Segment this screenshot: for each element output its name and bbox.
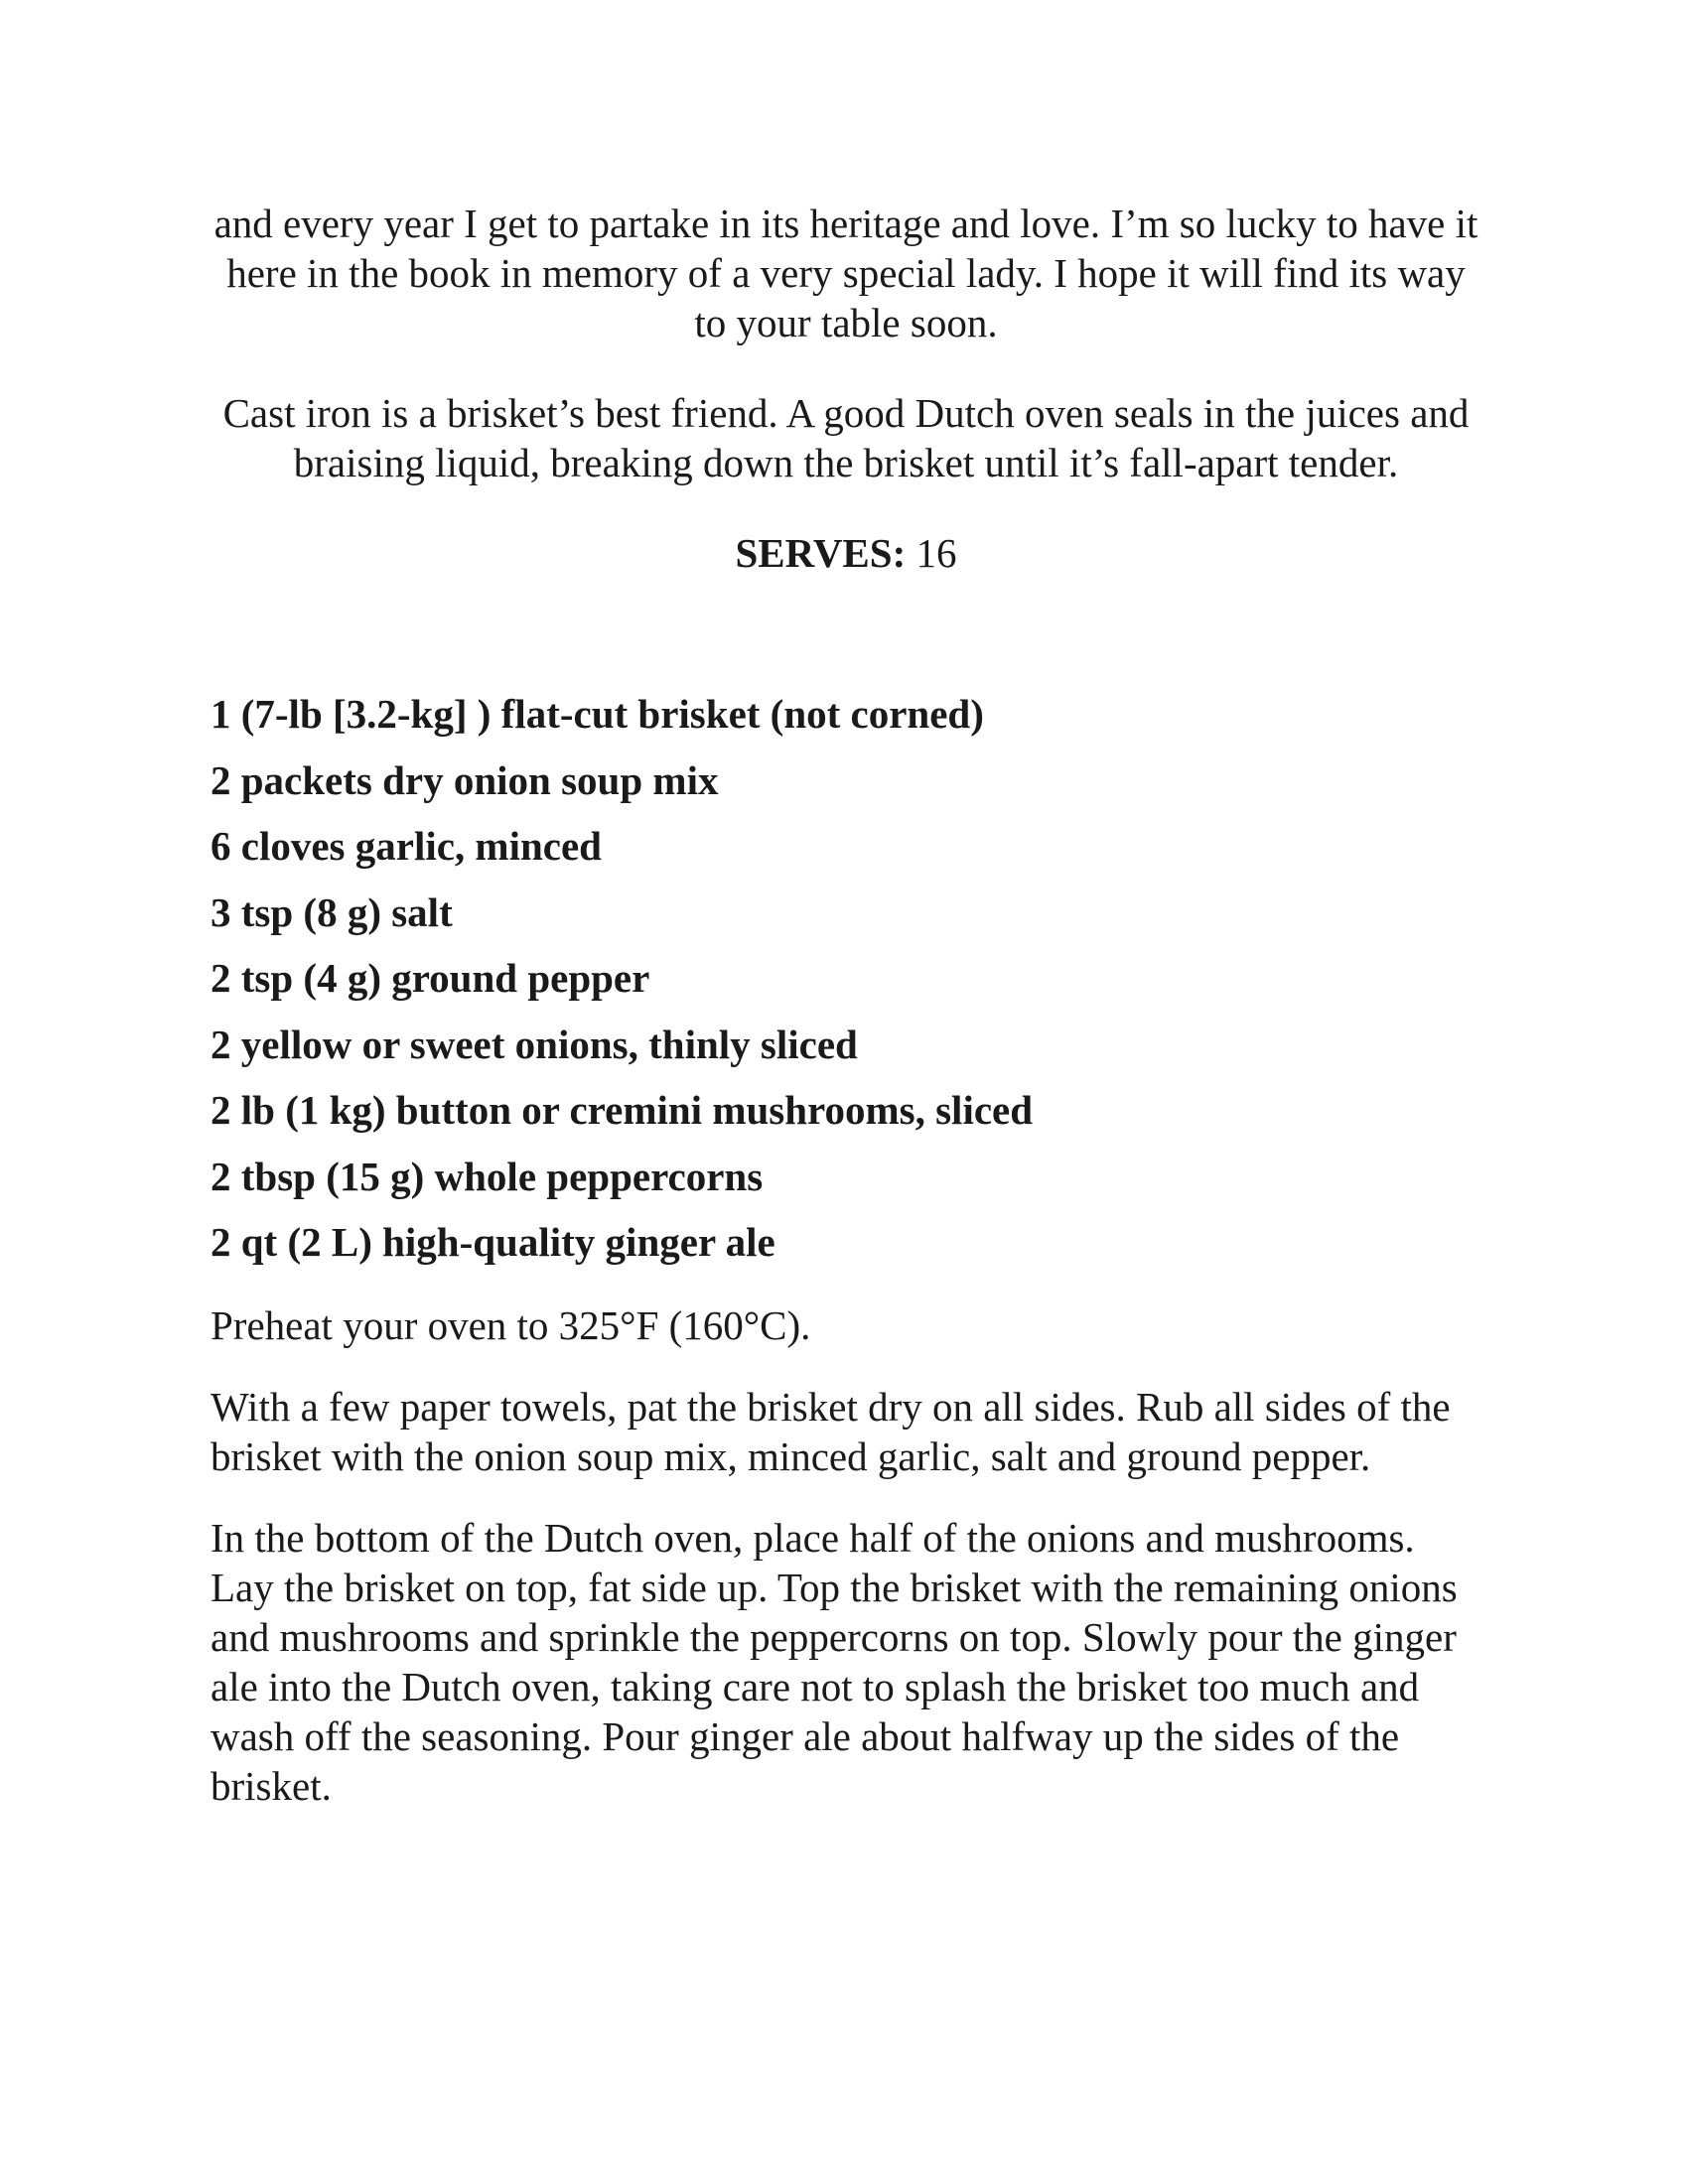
method-step: In the bottom of the Dutch oven, place half of the onions and mushrooms. Lay the brisket on top, fat side up. Top the brisket with the remaining onions and mushrooms and sprinkle the peppercorns on top. Slowly pour the ginger ale into the Dutch oven, taking care not to splash the brisket too much and wash off the seasoning. Pour ginger ale about halfway up the sides of the brisket. xyxy=(211,1515,1458,1809)
ingredient-item: 3 tsp (8 g) salt xyxy=(211,888,453,935)
ingredient-item: 6 cloves garlic, minced xyxy=(211,823,602,869)
ingredient-list xyxy=(211,689,1481,1284)
ingredient-item: 2 tbsp (15 g) whole peppercorns xyxy=(211,1153,764,1199)
intro-paragraph: Cast iron is a brisket’s best friend. A good Dutch oven seals in the juices and braising liquid, breaking down the brisket until it’s fall-apart tender. xyxy=(222,390,1470,485)
intro-paragraph: and every year I get to partake in its heritage and love. I’m so lucky to have it here in the book in memory of a very special lady. I hope it will find its way to your table soon. xyxy=(213,201,1478,345)
ingredient-item: 2 qt (2 L) high-quality ginger ale xyxy=(211,1219,775,1265)
serves-label: SERVES: xyxy=(735,530,907,576)
serves-value: 16 xyxy=(915,530,957,576)
serves-line xyxy=(211,528,1481,578)
recipe-method xyxy=(211,1300,1481,1843)
ingredient-item: 2 packets dry onion soup mix xyxy=(211,756,719,803)
method-step: With a few paper towels, pat the brisket dry on all sides. Rub all sides of the brisket with the onion soup mix, minced garlic, salt and ground pepper. xyxy=(211,1384,1451,1479)
recipe-intro xyxy=(211,199,1481,618)
ingredient-item: 1 (7-lb [3.2-kg] ) flat-cut brisket (not corned) xyxy=(211,691,984,737)
ingredient-item: 2 yellow or sweet onions, thinly sliced xyxy=(211,1021,858,1067)
method-step: Preheat your oven to 325°F (160°C). xyxy=(211,1302,811,1348)
ingredient-item: 2 tsp (4 g) ground pepper xyxy=(211,955,650,1001)
ingredient-item: 2 lb (1 kg) button or cremini mushrooms, sliced xyxy=(211,1087,1034,1133)
